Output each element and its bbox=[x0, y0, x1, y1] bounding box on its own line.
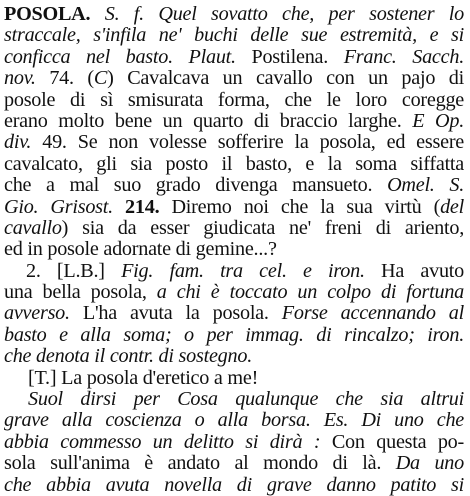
text-segment: che a mal suo grado divenga mansueto. bbox=[4, 174, 388, 197]
text-line bbox=[4, 175, 464, 196]
text-line bbox=[4, 90, 464, 111]
text-segment: 49. Se non volesse sofferire la posola, ed essere bbox=[31, 131, 464, 154]
text-segment: E Op. bbox=[412, 109, 464, 132]
text-segment: Postilena. bbox=[235, 45, 344, 68]
text-segment: Con questa po- bbox=[320, 430, 464, 453]
text-line bbox=[4, 25, 464, 46]
text-segment: sola sull'anima è andato al mondo di là. bbox=[4, 452, 396, 475]
text-segment: a chi è toccato un colpo di fortuna bbox=[156, 281, 465, 304]
text-segment: 74. ( bbox=[35, 67, 94, 90]
text-line bbox=[4, 261, 464, 282]
text-segment: ) sia da esser giudicata ne' freni di ariento, bbox=[61, 216, 464, 239]
text-segment: Suol dirsi per Cosa qualunque che sia altrui bbox=[28, 388, 464, 411]
text-line bbox=[4, 432, 464, 453]
text-segment: ed in posole adornate di gemine...? bbox=[4, 238, 277, 261]
text-line bbox=[4, 4, 464, 25]
text-line bbox=[4, 475, 464, 496]
text-segment: conficca nel basto. Plaut. bbox=[4, 45, 236, 68]
text-line bbox=[4, 218, 464, 239]
text-segment: Fig. fam. tra cel. e iron. bbox=[121, 259, 365, 282]
text-segment: erano molto bene un quarto di braccio larghe. bbox=[4, 109, 413, 132]
text-line bbox=[4, 453, 464, 474]
text-segment: Franc. Sacch. bbox=[343, 45, 464, 68]
text-line bbox=[4, 197, 464, 218]
text-segment: 214. bbox=[125, 195, 160, 218]
text-segment: una bella posola, bbox=[4, 281, 157, 304]
text-segment: grave alla coscienza o alla borsa. Es. Di uno che bbox=[4, 409, 464, 432]
text-segment: Forse accennando al bbox=[281, 302, 464, 325]
text-segment: Diremo noi che la sua virtù ( bbox=[159, 195, 441, 218]
text-line bbox=[4, 111, 464, 132]
text-segment: ) Cavalcava un cavallo con un pajo di bbox=[107, 67, 464, 90]
text-segment: che abbia avuta novella di grave danno patito si bbox=[4, 473, 464, 496]
text-segment: nov. bbox=[4, 67, 36, 90]
text-segment: cavallo bbox=[4, 216, 62, 239]
text-segment: Gio. Grisost. bbox=[4, 195, 113, 218]
text-segment: C bbox=[93, 67, 108, 90]
entry-posola bbox=[4, 4, 464, 496]
text-line bbox=[4, 346, 464, 367]
text-segment bbox=[90, 3, 104, 25]
text-segment: Ha avuto bbox=[364, 259, 464, 282]
text-segment: Da uno bbox=[395, 452, 464, 475]
text-segment: avverso. bbox=[4, 302, 70, 325]
text-line bbox=[4, 368, 464, 389]
text-line bbox=[4, 389, 464, 410]
text-line bbox=[4, 325, 464, 346]
text-segment: [T.] La posola d'eretico a me! bbox=[28, 366, 259, 389]
text-segment: abbia commesso un delitto si dirà : bbox=[4, 430, 321, 453]
text-segment: che denota il contr. di sostegno. bbox=[4, 345, 252, 368]
text-line bbox=[4, 154, 464, 175]
text-segment: cavalcato, gli sia posto il basto, e la soma siffatta bbox=[4, 152, 464, 175]
text-segment: div. bbox=[4, 131, 32, 154]
text-segment: basto e alla soma; o per immag. di rincalzo; iron. bbox=[4, 323, 464, 346]
text-line bbox=[4, 410, 464, 431]
text-segment: Omel. S. bbox=[387, 174, 464, 197]
text-segment: straccale, s'infila ne' buchi delle sue estremità, e si bbox=[4, 24, 464, 47]
text-segment: S. f. Quel sovatto che, per sostener lo bbox=[104, 3, 464, 25]
text-segment: del bbox=[440, 195, 464, 218]
text-segment: posole di sì smisurata forma, che le loro coregge bbox=[4, 88, 464, 111]
text-line bbox=[4, 303, 464, 324]
text-segment: L'ha avuta la posola. bbox=[69, 302, 282, 325]
text-line bbox=[4, 132, 464, 153]
text-line bbox=[4, 239, 464, 260]
text-line bbox=[4, 282, 464, 303]
text-line bbox=[4, 47, 464, 68]
text-segment: 2. [L.B.] bbox=[26, 259, 122, 282]
text-segment bbox=[113, 196, 125, 218]
text-line bbox=[4, 68, 464, 89]
text-segment: POSOLA. bbox=[4, 3, 91, 25]
